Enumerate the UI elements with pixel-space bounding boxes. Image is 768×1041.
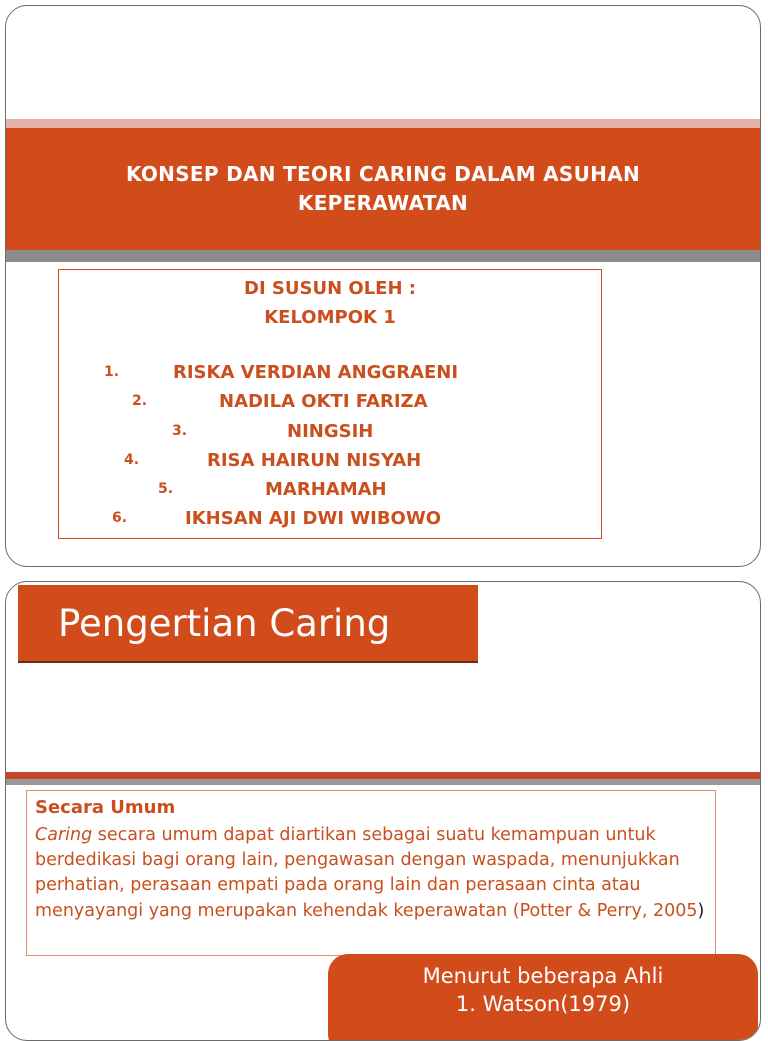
divider-red-stripe	[6, 772, 760, 779]
experts-heading: Menurut beberapa Ahli	[422, 964, 664, 988]
member-item	[59, 387, 601, 416]
member-name: NADILA OKTI FARIZA	[219, 391, 428, 413]
member-item	[59, 358, 601, 387]
title-band-top-stripe	[6, 119, 760, 128]
definition-term: Caring	[35, 825, 93, 845]
member-name: MARHAMAH	[265, 479, 387, 501]
group-label: KELOMPOK 1	[264, 307, 396, 328]
member-item	[59, 417, 601, 446]
definition-slide	[5, 581, 761, 1041]
member-number: 3.	[172, 422, 188, 439]
title-slide	[5, 5, 761, 567]
divider-gray-stripe	[6, 779, 760, 785]
member-item	[59, 446, 601, 475]
member-item	[59, 504, 601, 533]
definition-paragraph	[35, 823, 715, 924]
experts-box	[328, 954, 758, 1041]
member-number: 5.	[158, 481, 174, 498]
experts-first-item: 1. Watson(1979)	[455, 992, 631, 1016]
by-label: DI SUSUN OLEH :	[244, 278, 416, 299]
slide-title-box	[18, 585, 478, 663]
slide-title: Pengertian Caring	[58, 601, 391, 645]
member-list	[59, 358, 601, 534]
member-number: 1.	[104, 364, 120, 380]
title-band	[6, 128, 760, 250]
definition-box	[26, 790, 716, 956]
member-name: IKHSAN AJI DWI WIBOWO	[185, 508, 442, 530]
definition-subheading: Secara Umum	[35, 797, 176, 818]
member-number: 2.	[132, 393, 148, 410]
member-number: 4.	[124, 451, 140, 468]
presentation-title: KONSEP DAN TEORI CARING DALAM ASUHAN KEPERAWATAN	[125, 162, 641, 215]
author-box	[58, 269, 602, 539]
title-band-bottom-stripe	[6, 250, 760, 262]
member-name: RISKA VERDIAN ANGGRAENI	[173, 362, 459, 383]
member-item	[59, 475, 601, 504]
definition-close-paren: )	[697, 900, 705, 921]
member-number: 6.	[112, 510, 128, 527]
member-name: NINGSIH	[287, 420, 374, 442]
definition-text: secara umum dapat diartikan sebagai suatu kemampuan untuk berdedikasi bagi orang lain, pengawasan dengan waspada, menunjukkan perhatian, perasaan empati pada orang lain dan perasaan cinta atau menyayangi yang merupakan kehendak keperawatan (Potter & Perry, 2005	[35, 825, 698, 921]
member-name: RISA HAIRUN NISYAH	[207, 449, 422, 471]
